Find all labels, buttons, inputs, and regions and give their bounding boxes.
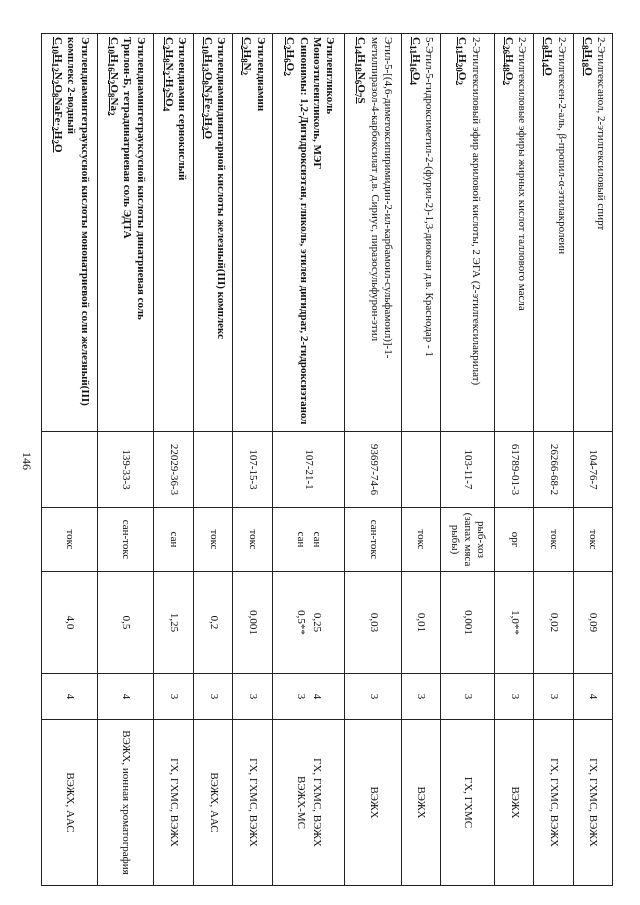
cas-number-cell: 22029-36-3 [154,432,193,508]
analysis-method-value: ВЭЖХ [415,786,428,819]
substance-name-line: Этилендиаминтетрауксусной кислоты мононатриевой соли железный(III) комплекс 2-водный [65,37,91,406]
concentration-cell [573,572,612,674]
table-row [98,34,154,886]
substance-name-cell [440,34,494,432]
hazard-limit-value: токс [247,529,260,550]
analysis-method-cell [154,720,193,886]
hazard-limit-value: сан-токс [120,519,133,560]
hazard-limit-value: токс [548,529,561,550]
substance-name-line: Этилендиамин сернокислый [175,37,188,181]
hazard-class-cell [440,674,494,720]
substance-name-line: Синонимы: 1,2-Дигидроксиэтан, гликоль, этилен дигидрат, 2-гидроксиэтанол [297,37,310,425]
substance-formula: $C_8H_{14}O$ [540,37,555,76]
hazard-limit-value: токс [415,529,428,550]
substance-name-line: 2-Этилгексиловый эфир акриловой кислоты, 2 ЭГА (2-этилгексилакрилат) [469,37,482,386]
substance-formula: $C_2H_8N_2$ [239,37,254,76]
table-row [345,34,401,886]
concentration-cell [534,572,573,674]
concentration-value: 1,25 [168,612,181,633]
concentration-cell [233,572,272,674]
hazard-class-value: 3 [207,693,220,700]
table-row [233,34,272,886]
table-row [494,34,533,886]
substance-name-line: 5-Этил-5-гидроксиметил-2-(фурил-2)-1,3-диоксан д.в. Краснодар - 1 [423,37,436,357]
concentration-value: 0,03 [367,612,380,633]
analysis-method-cell [345,720,401,886]
hazard-limit-value: орг [508,531,521,548]
hazard-class-cell [272,674,345,720]
table-row [573,34,612,886]
substance-name-line: Моноэтиленгликоль, МЭГ [310,37,323,170]
analysis-method-value: ВЭЖХ, ААС [64,772,77,833]
hazard-limit-cell [42,508,98,572]
substance-name-line: Этиленгликоль [324,37,337,115]
substance-name-line: Этил-5-[(4,6-диметоксипиримидин-2-ил-карбамоил-сульфамоил)]-1-метилпиразол-4-карбоксилат д.в. Сириус, пиразосульфурон-этил [368,37,395,359]
substance-name-line: Этилендиаминдиянтарной кислоты железный(III) комплекс [215,37,228,339]
analysis-method-cell [42,720,98,886]
hazard-class-cell [154,674,193,720]
substance-formula: $C_{11}H_{20}O_2$ [454,37,469,85]
analysis-method-value: ВЭЖХ, ААС [207,772,220,833]
analysis-method-cell [440,720,494,886]
hazard-class-value: 3 [247,693,260,700]
hazard-limit-cell [272,508,345,572]
concentration-cell [401,572,440,674]
hazard-limit-cell [573,508,612,572]
hazard-limit-value: рыб-хоз (запах мяса рыбы) [448,512,488,567]
table-row [401,34,440,886]
concentration-value: 0,001 [247,610,260,635]
hazard-class-value: 3 [508,693,521,700]
cas-number-cell: 61789-01-3 [494,432,533,508]
substance-name-cell [154,34,193,432]
analysis-method-value: ГХ, ГХМС, ВЭЖХ [168,758,181,847]
hazard-class-value: 3 [415,693,428,700]
hazard-class-value: 4 [64,693,77,700]
hazard-limit-value: сан [311,531,324,548]
analysis-method-value: ГХ, ГХМС, ВЭЖХ [311,758,324,847]
hazard-limit-cell [154,508,193,572]
table-row [193,34,232,886]
substance-name-line: Трилон-Б, тетрадинатриевая соль ЭДТА [121,37,134,239]
hazard-limit-value: токс [207,529,220,550]
page-number: 146 [20,452,34,470]
hazard-limit-cell [233,508,272,572]
analysis-method-value: ГХ, ГХМС, ВЭЖХ [548,758,561,847]
substance-name-cell [193,34,232,432]
analysis-method-value: ГХ, ГХМС, ВЭЖХ [587,758,600,847]
concentration-value: 0,09 [587,612,600,633]
substance-name-cell [272,34,345,432]
substance-formula: $C_{14}H_{18}N_6O_7S$ [353,37,368,104]
substance-formula: $C_{10}H_{13}O_8N_2Fe\cdot_2H_2O$ [199,37,214,140]
concentration-value: 0,02 [548,612,561,633]
analysis-method-value: ГХ, ГХМС, ВЭЖХ [247,758,260,847]
analysis-method-value: ГХ, ГХМС [462,776,475,829]
hazard-class-value: 4 [120,693,133,700]
substance-name-cell [401,34,440,432]
cas-number-cell [193,432,232,508]
concentration-value: 1,0** [508,610,521,635]
table-row [534,34,573,886]
concentration-value: 0,5 [120,615,133,630]
substance-name-cell [42,34,98,432]
hazard-class-value: 3 [462,693,475,700]
cas-number-cell: 107-15-3 [233,432,272,508]
cas-number-cell: 107-21-1 [272,432,345,508]
hazard-class-value: 4 [311,693,324,700]
concentration-cell [42,572,98,674]
concentration-cell [440,572,494,674]
hazard-limit-value: сан [168,531,181,548]
analysis-method-value: ВЭЖХ-МС [295,776,308,829]
table-row [272,34,345,886]
substance-name-line: Этилендиаминтетрауксусной кислоты динатриевая соль [134,37,147,320]
hazard-class-cell [345,674,401,720]
hazard-class-cell [573,674,612,720]
analysis-method-cell [494,720,533,886]
analysis-method-cell [401,720,440,886]
analysis-method-cell [193,720,232,886]
cas-number-cell: 104-76-7 [573,432,612,508]
concentration-cell [494,572,533,674]
hazard-class-cell [494,674,533,720]
cas-number-cell: 93697-74-6 [345,432,401,508]
substance-name-cell [98,34,154,432]
hazard-class-value: 3 [168,693,181,700]
analysis-method-cell [233,720,272,886]
substance-formula: $C_8H_{18}O$ [579,37,594,76]
hazard-limit-cell [494,508,533,572]
hazard-limit-value: токс [587,529,600,550]
concentration-value: 4,0 [64,615,77,630]
substance-name-cell [494,34,533,432]
concentration-value: 0,2 [207,615,220,630]
hazard-limit-cell [534,508,573,572]
analysis-method-cell [573,720,612,886]
substance-formula: $C_{10}H_{16}N_2O_8Na_2$ [105,37,121,116]
substance-name-cell [573,34,612,432]
hazard-class-value: 3 [367,693,380,700]
concentration-cell [98,572,154,674]
hazard-class-cell [42,674,98,720]
hazard-class-value: 3 [548,693,561,700]
substance-formula: $C_2H_8N_2\cdot H_2SO_4$ [160,37,175,112]
hazard-class-cell [233,674,272,720]
concentration-value: 0,01 [415,612,428,633]
substance-name-cell [233,34,272,432]
analysis-method-cell [534,720,573,886]
hazard-class-cell [193,674,232,720]
substance-name-line: 2-Этилгексиловые эфиры жирных кислот таллового масла [516,37,529,311]
substance-formula: $C_{11}H_{16}O_4$ [407,37,422,85]
hazard-class-value: 4 [587,693,600,700]
concentration-value: 0,25 [311,612,324,633]
analysis-method-cell [98,720,154,886]
cas-number-cell: 26266-68-2 [534,432,573,508]
substance-formula: $C_{26}H_{48}O_2$ [500,37,515,85]
concentration-value: 0,5** [295,610,308,635]
hazard-limit-value: сан [295,531,308,548]
substance-name-line: Этилендиамин [254,37,267,112]
cas-number-cell: 139-33-3 [98,432,154,508]
rotated-page-content [41,33,613,885]
cas-number-cell [42,432,98,508]
concentration-cell [345,572,401,674]
analysis-method-cell [272,720,345,886]
substance-name-cell [345,34,401,432]
hazard-limit-cell [345,508,401,572]
hazard-limit-cell [193,508,232,572]
substances-table [41,33,613,886]
substance-name-line: 2-Этилгексен-2-аль, β-пропил-α-этилакролеин [555,37,568,255]
cas-number-cell [401,432,440,508]
hazard-class-value: 3 [295,693,308,700]
substance-formula: $C_{10}H_{12}N_2O_8NaFe\cdot_2H_2O$ [49,37,64,153]
analysis-method-value: ВЭЖХ, ионная хроматография [120,730,133,875]
substances-table-body [42,34,613,886]
substance-formula: $C_2H_6O_2$ [281,37,297,76]
concentration-cell [154,572,193,674]
hazard-limit-cell [440,508,494,572]
table-row [42,34,98,886]
analysis-method-value: ВЭЖХ [508,786,521,819]
table-row [154,34,193,886]
concentration-cell [272,572,345,674]
hazard-class-cell [98,674,154,720]
analysis-method-value: ВЭЖХ [367,786,380,819]
cas-number-cell: 103-11-7 [440,432,494,508]
hazard-class-cell [401,674,440,720]
hazard-limit-value: токс [64,529,77,550]
substance-name-line: 2-Этилгексанол, 2-этилгексиловый спирт [595,37,608,231]
hazard-class-cell [534,674,573,720]
table-row [440,34,494,886]
hazard-limit-value: сан-токс [367,519,380,560]
concentration-cell [193,572,232,674]
substance-name-cell [534,34,573,432]
hazard-limit-cell [401,508,440,572]
hazard-limit-cell [98,508,154,572]
concentration-value: 0,001 [462,610,475,635]
